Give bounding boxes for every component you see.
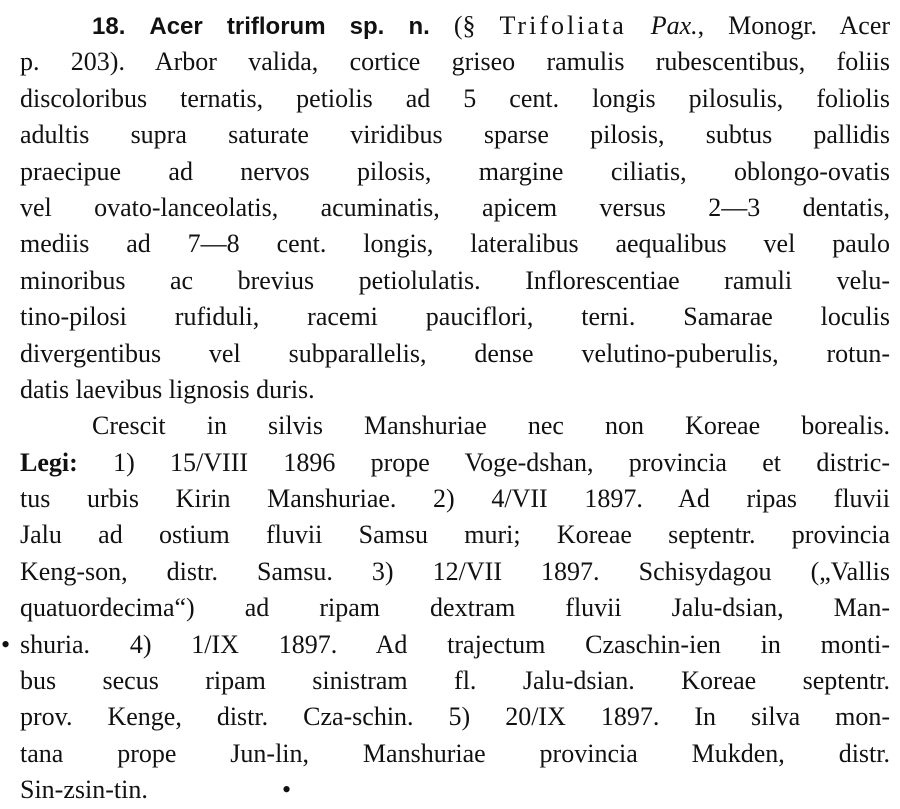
habitat-line: tus urbis Kirin Manshuriae. 2) 4/VII 1897. Ad ripas fluvii: [20, 484, 890, 514]
section-author: Pax.: [650, 11, 698, 40]
legi-rest: 1) 15/VIII 1896 prope Voge-dshan, provincia et distric-: [77, 447, 890, 477]
description-line: discoloribus ternatis, petiolis ad 5 cent. longis pilosulis, foliolis: [20, 83, 890, 113]
habitat-line: tana prope Jun-lin, Manshuriae provincia Mukden, distr.: [20, 738, 890, 768]
description-line-last: datis laevibus lignosis duris.: [20, 374, 315, 404]
description-line: tino-pilosi rufiduli, racemi pauciflori, terni. Samarae loculis: [20, 302, 890, 332]
description-line: mediis ad 7—8 cent. longis, lateralibus aequalibus vel paulo: [20, 229, 890, 259]
page-text: [1, 8, 891, 809]
habitat-line: prov. Kenge, distr. Cza-schin. 5) 20/IX 1897. In silva mon-: [20, 702, 890, 732]
habitat-line: bus secus ripam sinistram fl. Jalu-dsian. Koreae septentr.: [20, 666, 890, 696]
habitat-line-text: shuria. 4) 1/IX 1897. Ad trajectum Czaschin-ien in monti-: [20, 629, 890, 659]
description-line: minoribus ac brevius petiolulatis. Inflorescentiae ramuli velu-: [20, 265, 890, 295]
margin-mark: •: [1, 629, 11, 659]
species-heading-line: [20, 8, 890, 44]
final-line-text: Sin-zsin-tin.: [20, 775, 148, 805]
final-line: [20, 772, 890, 808]
description-line: divergentibus vel subparallelis, dense velutino-puberulis, rotun-: [20, 338, 890, 368]
habitat-line: Jalu ad ostium fluvii Samsu muri; Koreae septentr. provincia: [20, 520, 890, 550]
habitat-first-line: Crescit in silvis Manshuriae nec non Koreae borealis.: [92, 411, 890, 441]
legi-label: Legi:: [20, 447, 78, 477]
species-number: 18.: [92, 13, 126, 40]
description-line: vel ovato-lanceolatis, acuminatis, apicem versus 2—3 dentatis,: [20, 192, 890, 222]
reference-open: (§: [453, 11, 476, 40]
description-line: adultis supra saturate viridibus sparse pilosis, subtus pallidis: [20, 120, 890, 150]
habitat-line: quatuordecima“) ad ripam dextram fluvii Jalu-dsian, Man-: [20, 593, 890, 623]
stray-mark: •: [282, 775, 292, 805]
section-name: Trifoliata: [499, 11, 627, 40]
habitat-line-with-margin-mark: [1, 627, 890, 663]
reference-rest: , Monogr. Acer: [697, 11, 891, 40]
habitat-line: Keng-son, distr. Samsu. 3) 12/VII 1897. Schisydagou („Vallis: [20, 556, 890, 586]
legi-line: [20, 445, 890, 481]
description-line: praecipue ad nervos pilosis, margine ciliatis, oblongo-ovatis: [20, 156, 890, 186]
species-name: Acer triflorum sp. n.: [149, 13, 430, 40]
description-line: p. 203). Arbor valida, cortice griseo ramulis rubescentibus, foliis: [20, 47, 890, 77]
